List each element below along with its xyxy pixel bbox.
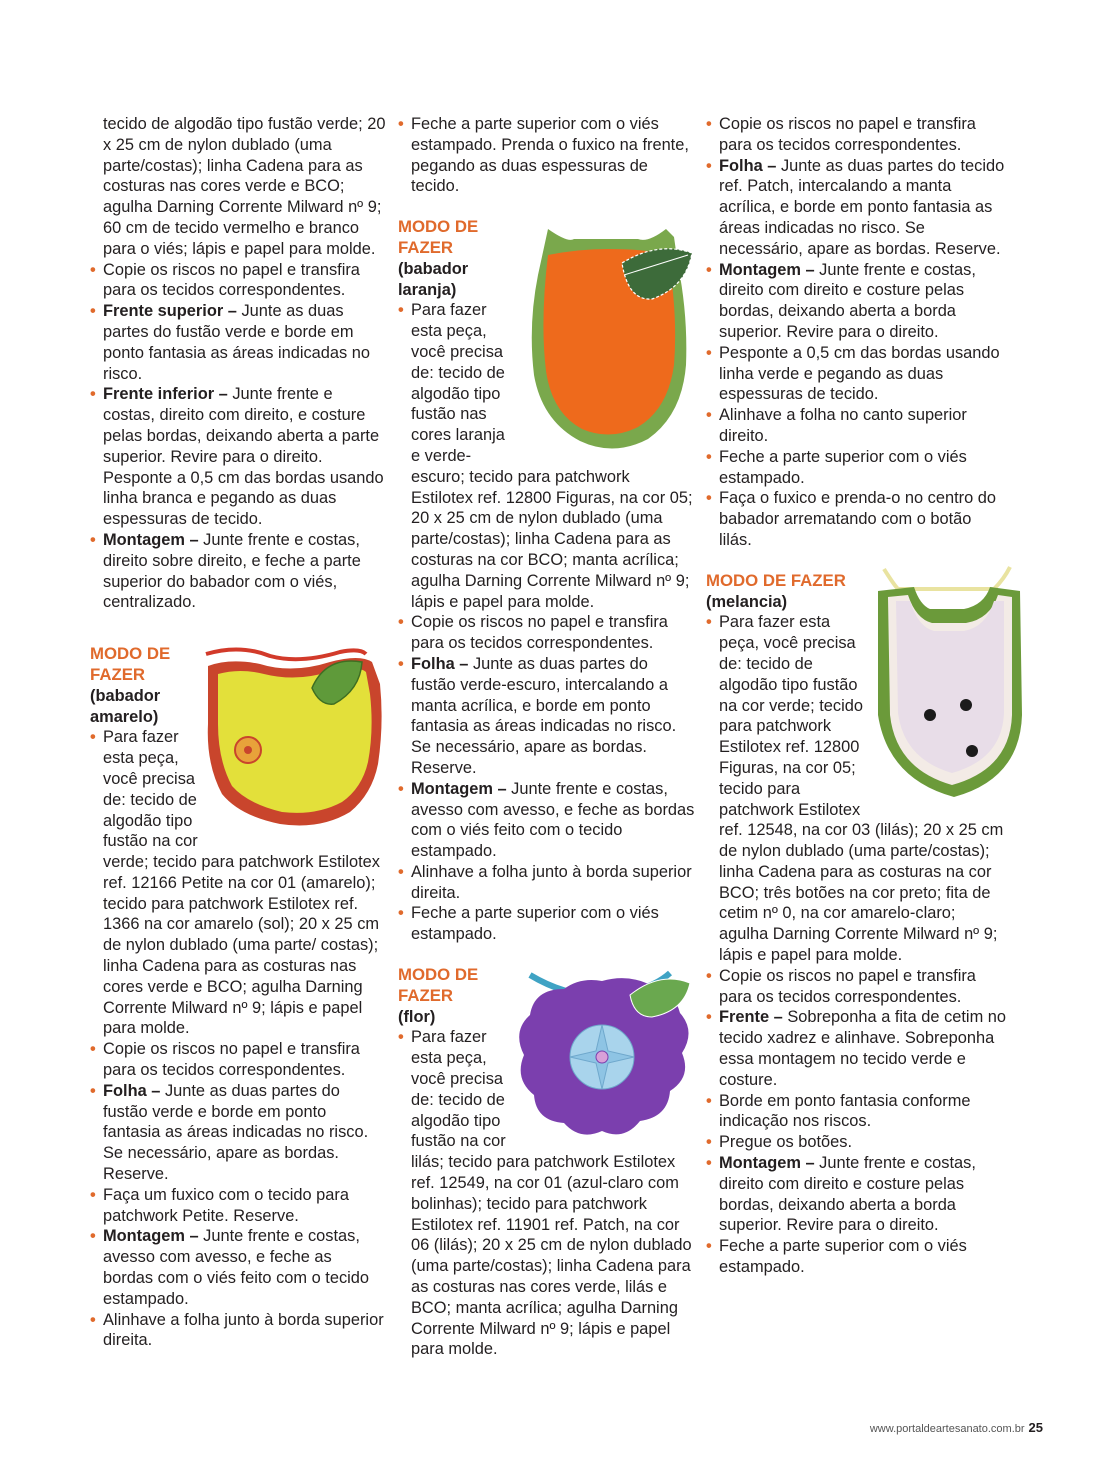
column-3 xyxy=(706,114,1006,1278)
step-item: • Copie os riscos no papel e transfira para os tecidos correspondentes. xyxy=(706,966,1006,1008)
page-number: 25 xyxy=(1028,1420,1043,1435)
materials-continuation: tecido de algodão tipo fustão verde; 20 x 25 cm de nylon dublado (uma parte/costas); linha Cadena para as costuras nas cores verde e BCO; agulha Darning Corrente Milward nº 9; 60 cm de tecido vermelho e branco para o viés; lápis e papel para molde. xyxy=(103,115,386,258)
step-item: • Feche a parte superior com o viés estampado. Prenda o fuxico na frente, pegando as duas espessuras de tecido. xyxy=(398,114,696,197)
section-subtitle: (babador amarelo) xyxy=(90,686,161,726)
instructions-list xyxy=(90,114,386,613)
section-subtitle: (melancia) xyxy=(706,592,788,611)
step-item: • Pregue os botões. xyxy=(706,1132,1006,1153)
section-subtitle: (babador laranja) xyxy=(398,259,469,299)
step-item: • Faça um fuxico com o tecido para patchwork Petite. Reserve. xyxy=(90,1185,386,1227)
materials-item: • Para fazer esta peça, você precisa de: tecido de algodão tipo fustão nas cores laranja e verde-escuro; tecido para patchwork Estilotex ref. 12800 Figuras, na cor 05; 20 x 25 cm de nylon dublado (uma parte/costas); linha Cadena para as costuras na cor BCO; manta acrílica; agulha Darning Corrente Milward nº 9; lápis e papel para molde. xyxy=(398,300,696,612)
step-item: • Alinhave a folha no canto superior direito. xyxy=(706,405,1006,447)
step-item: • Folha – Junte as duas partes do fustão verde-escuro, intercalando a manta acrílica, e borde em ponto fantasia as áreas indicadas no risco. Se necessário, apare as bordas. Reserve. xyxy=(398,654,696,779)
step-item: • Frente – Sobreponha a fita de cetim no tecido xadrez e alinhave. Sobreponha essa montagem no tecido verde e costure. xyxy=(706,1007,1006,1090)
section-orange-bib xyxy=(398,217,696,945)
materials-item: • Para fazer esta peça, você precisa de: tecido de algodão tipo fustão na cor lilás; tecido para patchwork Estilotex ref. 12549, na cor 01 (azul-claro com bolinhas); tecido para patchwork Estilotex ref. 11901 ref. Patch, na cor 06 (lilás); 20 x 25 cm de nylon dublado (uma parte/costas); linha Cadena para as costuras nas cores verde, lilás e BCO; manta acrílica; agulha Darning Corrente Milward nº 9; lápis e papel para molde. xyxy=(398,1027,696,1360)
instructions-list xyxy=(706,612,1006,1278)
step-item: • Montagem – Junte frente e costas, direito sobre direito, e feche a parte superior do babador com o viés, centralizado. xyxy=(90,530,386,613)
section-watermelon-bib xyxy=(706,571,1006,1278)
step-item: • Montagem – Junte frente e costas, avesso com avesso, e feche as bordas com o viés feito com o tecido estampado. xyxy=(90,1226,386,1309)
step-item: • Feche a parte superior com o viés estampado. xyxy=(706,447,1006,489)
materials-item: • Para fazer esta peça, você precisa de: tecido de algodão tipo fustão na cor verde; tecido para patchwork Estilotex ref. 12800 Figuras, na cor 05; tecido para patchwork Estilotex ref. 12548, na cor 03 (lilás); 20 x 25 cm de nylon dublado (uma parte/costas); linha Cadena para as costuras na cor BCO; três botões na cor preto; fita de cetim nº 0, na cor amarelo-claro; agulha Darning Corrente Milward nº 9; lápis e papel para molde. xyxy=(706,612,1006,966)
section-yellow-bib xyxy=(90,644,386,1351)
section-heading: MODO DE FAZER xyxy=(90,644,171,684)
step-item: • Copie os riscos no papel e transfira para os tecidos correspondentes. xyxy=(706,114,1006,156)
instructions-list xyxy=(706,114,1006,551)
section-subtitle: (flor) xyxy=(398,1007,436,1026)
step-item: • Folha – Junte as duas partes do tecido ref. Patch, intercalando a manta acrílica, e borde em ponto fantasia as áreas indicadas no risco. Se necessário, apare as bordas. Reserve. xyxy=(706,156,1006,260)
step-item: • Montagem – Junte frente e costas, avesso com avesso, e feche as bordas com o viés feito com o tecido estampado. xyxy=(398,779,696,862)
step-item: • Alinhave a folha junto à borda superior direita. xyxy=(90,1310,386,1352)
step-item: • Faça o fuxico e prenda-o no centro do babador arrematando com o botão lilás. xyxy=(706,488,1006,550)
step-item: • Folha – Junte as duas partes do fustão verde e borde em ponto fantasia as áreas indicadas no risco. Se necessário, apare as bordas. Reserve. xyxy=(90,1081,386,1185)
section-heading: MODO DE FAZER xyxy=(398,965,479,1005)
page-footer xyxy=(870,1420,1043,1435)
step-item: • Frente inferior – Junte frente e costas, direito com direito, e costure pelas bordas, deixando aberta a parte superior. Revire para o direito. Pesponte a 0,5 cm das bordas usando linha branca e pegando as duas espessuras de tecido. xyxy=(90,384,386,530)
column-1 xyxy=(90,114,386,1351)
column-2 xyxy=(398,114,696,1360)
section-heading: MODO DE FAZER xyxy=(706,570,846,590)
step-item: • Copie os riscos no papel e transfira para os tecidos correspondentes. xyxy=(90,1039,386,1081)
step-item: • Alinhave a folha junto à borda superior direita. xyxy=(398,862,696,904)
step-item: • Montagem – Junte frente e costas, direito com direito e costure pelas bordas, deixando aberta a borda superior. Revire para o direito. xyxy=(706,1153,1006,1236)
step-item: • Feche a parte superior com o viés estampado. xyxy=(706,1236,1006,1278)
footer-url[interactable]: www.portaldeartesanato.com.br xyxy=(869,1423,1025,1435)
step-item: • Copie os riscos no papel e transfira para os tecidos correspondentes. xyxy=(90,260,386,302)
section-flower-bib xyxy=(398,965,696,1360)
instructions-list xyxy=(398,300,696,945)
materials-item: • Para fazer esta peça, você precisa de: tecido de algodão tipo fustão na cor verde; tecido para patchwork Estilotex ref. 12166 Petite na cor 01 (amarelo); tecido para patchwork Estilotex ref. 1366 na cor amarelo (sol); 20 x 25 cm de nylon dublado (uma parte/ costas); linha Cadena para as costuras nas cores verde e BCO; agulha Darning Corrente Milward nº 9; lápis e papel para molde. xyxy=(90,727,386,1039)
step-item: • Feche a parte superior com o viés estampado. xyxy=(398,903,696,945)
step-item: • Pesponte a 0,5 cm das bordas usando linha verde e pegando as duas espessuras de tecido. xyxy=(706,343,1006,405)
instructions-list xyxy=(398,114,696,197)
step-item: • Frente superior – Junte as duas partes do fustão verde e borde em ponto fantasia as áreas indicadas no risco. xyxy=(90,301,386,384)
step-item: • Montagem – Junte frente e costas, direito com direito e costure pelas bordas, deixando aberta a borda superior. Revire para o direito. xyxy=(706,260,1006,343)
instructions-list xyxy=(398,1027,696,1360)
instructions-list xyxy=(90,727,386,1351)
section-heading: MODO DE FAZER xyxy=(398,217,479,257)
step-item: • Copie os riscos no papel e transfira para os tecidos correspondentes. xyxy=(398,612,696,654)
step-item: • Borde em ponto fantasia conforme indicação nos riscos. xyxy=(706,1091,1006,1133)
